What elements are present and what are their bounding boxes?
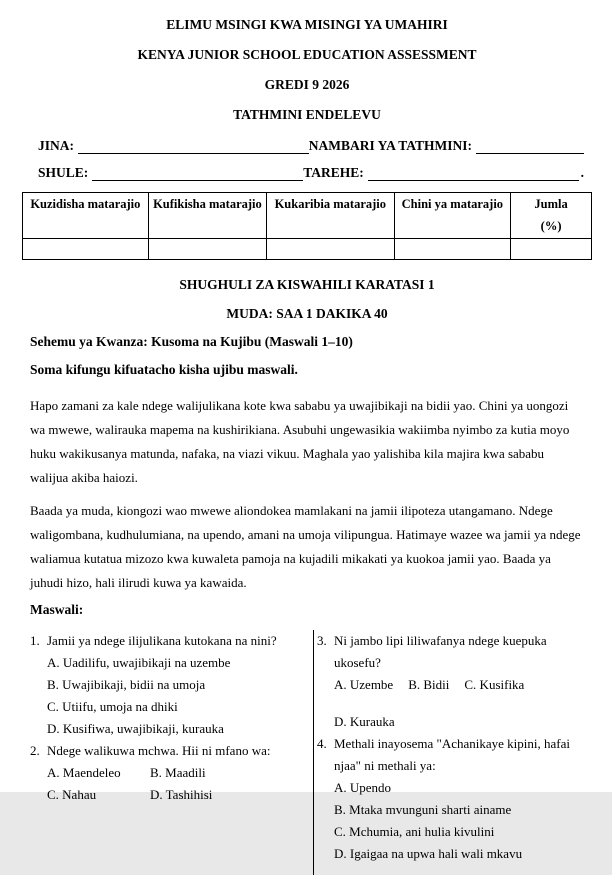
question-2-text: Ndege walikuwa mchwa. Hii ni mfano wa: [47,743,271,758]
jina-blank-line[interactable] [78,138,309,154]
questions-right-column [313,630,592,875]
doc-title-line-1: ELIMU MSINGI KWA MISINGI YA UMAHIRI [166,17,448,32]
question-4-option-a: A. Upendo [334,780,392,795]
tarehe-blank-line[interactable] [368,165,579,181]
grading-col-kufikisha: Kufikisha matarajio [148,193,266,239]
grading-blank-cell-5[interactable] [511,239,592,260]
question-2-option-b: B. Maadili [150,765,206,780]
tarehe-label: TAREHE: [303,165,364,180]
grading-blank-cell-1[interactable] [23,239,149,260]
question-1-option-c: C. Utiifu, umoja na dhiki [47,699,178,714]
question-3-option-a: A. Uzembe [334,677,394,692]
grading-col-chini: Chini ya matarajio [394,193,511,239]
question-2-option-a: A. Maendeleo [47,765,121,780]
instruction-line: Soma kifungu kifuatacho kisha ujibu maswali. [30,362,298,377]
question-3-option-c: C. Kusifika [464,677,525,692]
question-4-option-d: D. Igaigaa na upwa hali wali mkavu [334,846,523,861]
question-2-option-d: D. Tashihisi [150,787,213,802]
grading-col-kuzidisha: Kuzidisha matarajio [23,193,149,239]
question-1-option-d: D. Kusifiwa, uwajibikaji, kurauka [47,721,224,736]
shule-label: SHULE: [38,165,89,180]
passage-paragraph-1: Hapo zamani za kale ndege walijulikana kote kwa sababu ya uwajibikaji na bidii yao. Chini ya uongozi wa mwewe, walirauka mapema na kushirikiana. Asubuhi ungewasikia wakiimba nyimbo za kutia moyo huku wakikusanya matunda, nafaka, na viazi vikuu. Maghala yao yalishiba kila majira kwa sababu walijua akiba haiozi. [30,398,570,485]
grading-col-jumla [511,193,592,239]
questions-left-column [22,630,313,875]
doc-title-line-2: KENYA JUNIOR SCHOOL EDUCATION ASSESSMENT [137,47,477,62]
question-4-number: 4. [317,736,327,751]
nambari-blank-line[interactable] [476,138,584,154]
question-1 [30,630,313,740]
grading-table-header-row [23,193,592,239]
grading-blank-cell-3[interactable] [267,239,394,260]
question-4-option-c: C. Mchumia, ani hulia kivulini [334,824,495,839]
nambari-label: NAMBARI YA TATHMINI: [308,138,472,153]
question-4-option-b: B. Mtaka mvunguni sharti ainame [334,802,512,817]
question-2-number: 2. [30,743,40,758]
grading-table [22,192,592,260]
questions-area [22,630,592,875]
question-1-option-a: A. Uadilifu, uwajibikaji na uzembe [47,655,231,670]
tarehe-period: . [580,165,584,180]
school-date-row [38,165,584,181]
jina-label: JINA: [38,138,74,153]
grading-blank-cell-4[interactable] [394,239,511,260]
question-2 [30,740,313,806]
question-1-option-b: B. Uwajibikaji, bidii na umoja [47,677,206,692]
name-number-row [38,138,584,154]
duration-line: MUDA: SAA 1 DAKIKA 40 [226,306,388,321]
jumla-percent-label: (%) [540,219,562,233]
paper-title: SHUGHULI ZA KISWAHILI KARATASI 1 [179,277,435,292]
question-3 [317,630,592,733]
grading-col-kukaribia: Kukaribia matarajio [267,193,394,239]
jumla-label: Jumla [534,197,568,211]
question-4 [317,733,592,865]
part-title: Sehemu ya Kwanza: Kusoma na Kujibu (Maswali 1–10) [30,334,353,349]
question-2-option-c: C. Nahau [47,787,97,802]
question-3-option-d: D. Kurauka [334,714,395,729]
question-4-text: Methali inayosema "Achanikaye kipini, hafai njaa" ni methali ya: [334,736,570,773]
question-3-text: Ni jambo lipi liliwafanya ndege kuepuka ukosefu? [334,633,547,670]
grading-blank-cell-2[interactable] [148,239,266,260]
question-3-option-b: B. Bidii [408,677,450,692]
maswali-label: Maswali: [30,602,84,617]
question-1-text: Jamii ya ndege ilijulikana kutokana na nini? [47,633,277,648]
grading-table-blank-row [23,239,592,260]
question-1-number: 1. [30,633,40,648]
question-3-number: 3. [317,633,327,648]
doc-title-line-3: GREDI 9 2026 [264,77,350,92]
shule-blank-line[interactable] [92,165,303,181]
doc-title-line-4: TATHMINI ENDELEVU [233,107,381,122]
passage-paragraph-2: Baada ya muda, kiongozi wao mwewe aliondokea mamlakani na jamii ilipoteza utangamano. Ndege waligombana, kudhulumiana, na upendo, amani na umoja vilipungua. Hatimaye wazee wa jamii ya ndege waliamua kutatua mizozo kwa kuwaleta pamoja na kujadili mikakati ya kuokoa jamii yao. Baada ya juhudi hizo, hali ilirudi kuwa ya kawaida. [30,503,581,590]
